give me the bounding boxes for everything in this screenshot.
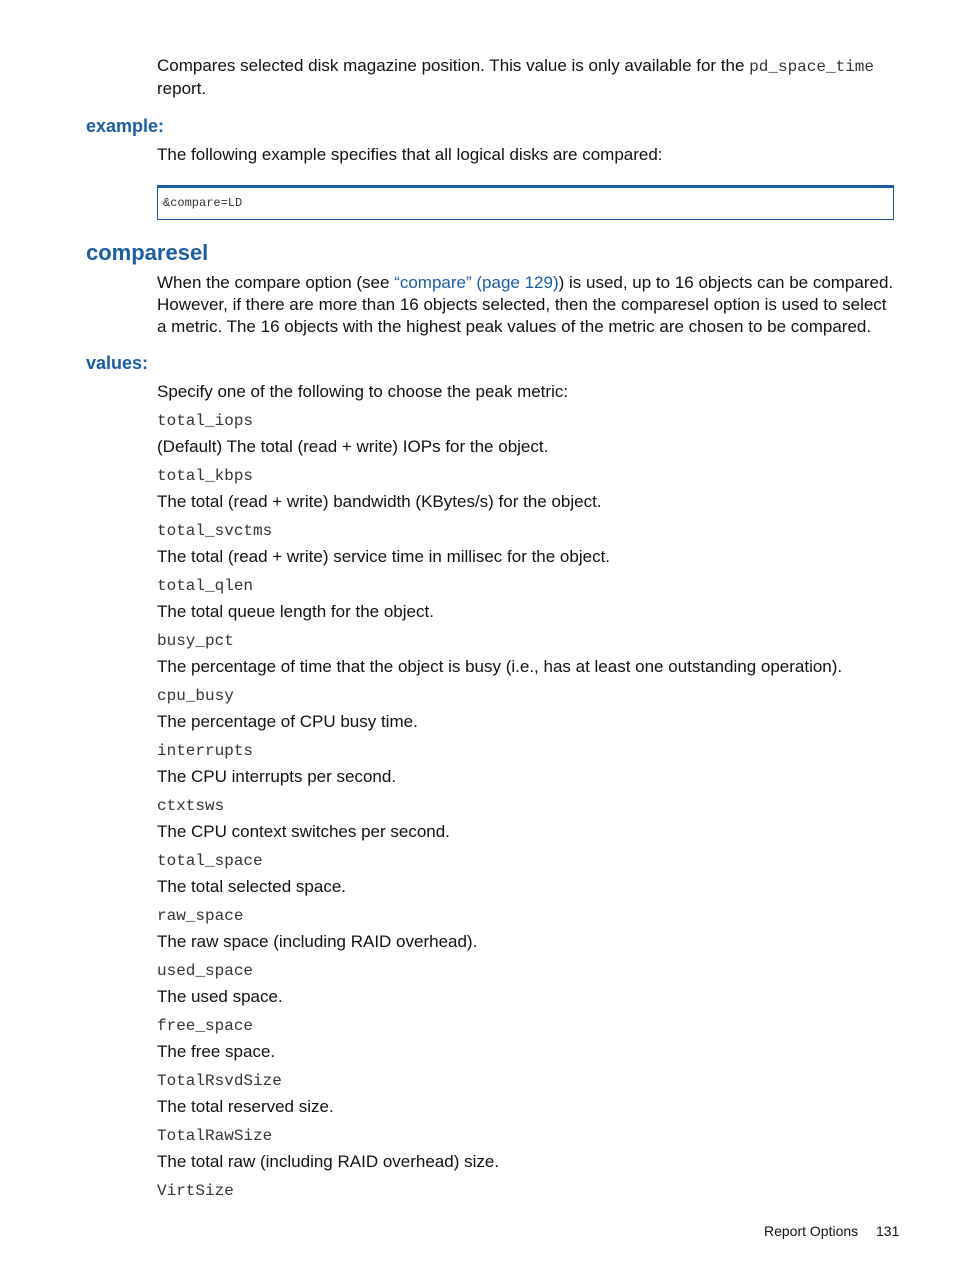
value-description: The used space. — [157, 987, 283, 1006]
intro-text: Compares selected disk magazine position. This value is only available for the — [157, 56, 750, 75]
example-heading: example: — [86, 116, 165, 136]
value-term: total_space — [157, 852, 263, 870]
value-description: The raw space (including RAID overhead). — [157, 932, 478, 951]
value-description: The CPU interrupts per second. — [157, 767, 397, 786]
example-text: The following example specifies that all logical disks are compared: — [157, 145, 663, 164]
value-term: TotalRsvdSize — [157, 1072, 282, 1090]
comparesel-text: When the compare option (see — [157, 273, 395, 292]
value-description: (Default) The total (read + write) IOPs for the object. — [157, 437, 549, 456]
value-term: interrupts — [157, 742, 254, 760]
value-description: The total raw (including RAID overhead) size. — [157, 1152, 500, 1171]
compare-page-link[interactable]: “compare” (page 129) — [394, 273, 559, 292]
value-term: raw_space — [157, 907, 244, 925]
value-description: The CPU context switches per second. — [157, 822, 450, 841]
intro-code: pd_space_time — [749, 58, 874, 76]
value-term: total_iops — [157, 412, 254, 430]
values-heading: values: — [86, 353, 149, 373]
value-term: total_kbps — [157, 467, 254, 485]
value-term: VirtSize — [157, 1182, 234, 1200]
value-term: used_space — [157, 962, 254, 980]
example-code-box — [157, 185, 894, 220]
value-term: ctxtsws — [157, 797, 225, 815]
value-term: busy_pct — [157, 632, 234, 650]
values-intro: Specify one of the following to choose the peak metric: — [157, 382, 569, 401]
value-description: The total selected space. — [157, 877, 347, 896]
comparesel-text-end: ) is used, up to 16 objects can be compared. However, if there are more than 16 objects selected, then the comparesel option is used to select a metric. The 16 objects with the highest peak values of the metric are chosen to be compared. — [157, 273, 894, 336]
value-description: The total reserved size. — [157, 1097, 334, 1116]
value-term: cpu_busy — [157, 687, 234, 705]
footer-page-number: 131 — [876, 1223, 900, 1239]
value-term: free_space — [157, 1017, 254, 1035]
value-term: TotalRawSize — [157, 1127, 273, 1145]
intro-text-end: report. — [157, 79, 207, 98]
value-term: total_svctms — [157, 522, 273, 540]
value-term: total_qlen — [157, 577, 254, 595]
value-description: The total (read + write) service time in millisec for the object. — [157, 547, 611, 566]
value-description: The free space. — [157, 1042, 276, 1061]
value-description: The total queue length for the object. — [157, 602, 434, 621]
example-code: &compare=LD — [163, 196, 243, 210]
comparesel-paragraph — [157, 272, 899, 338]
comparesel-heading: comparesel — [86, 240, 209, 265]
footer-section: Report Options — [764, 1223, 859, 1239]
intro-paragraph — [157, 55, 897, 100]
value-description: The percentage of CPU busy time. — [157, 712, 418, 731]
value-description: The percentage of time that the object is busy (i.e., has at least one outstanding operation). — [157, 657, 843, 676]
value-description: The total (read + write) bandwidth (KBytes/s) for the object. — [157, 492, 602, 511]
